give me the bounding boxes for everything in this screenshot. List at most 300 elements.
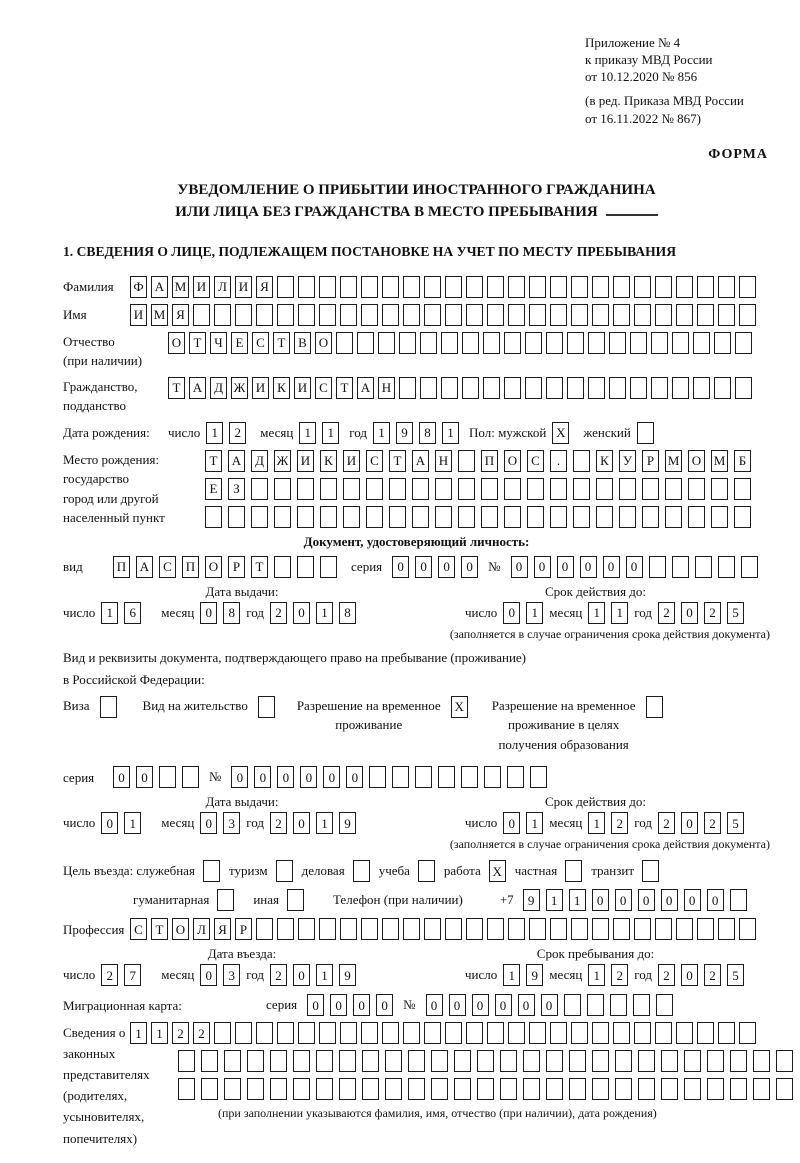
char-box[interactable] [569, 1050, 586, 1072]
char-box[interactable] [610, 994, 627, 1016]
char-box[interactable] [298, 304, 315, 326]
char-box[interactable] [504, 332, 521, 354]
char-box[interactable]: А [189, 377, 206, 399]
char-box[interactable]: 2 [658, 964, 675, 986]
char-box[interactable]: 0 [626, 556, 643, 578]
char-box[interactable]: У [619, 450, 636, 472]
char-box[interactable]: 0 [681, 964, 698, 986]
char-box[interactable] [661, 1078, 678, 1100]
char-box[interactable]: 2 [658, 602, 675, 624]
char-box[interactable] [205, 506, 222, 528]
char-box[interactable] [487, 276, 504, 298]
char-box[interactable]: И [252, 377, 269, 399]
char-box[interactable] [477, 1078, 494, 1100]
char-box[interactable] [481, 478, 498, 500]
char-box[interactable]: А [151, 276, 168, 298]
char-box[interactable]: 5 [727, 812, 744, 834]
char-box[interactable]: Т [251, 556, 268, 578]
char-box[interactable]: М [711, 450, 728, 472]
char-box[interactable] [504, 506, 521, 528]
char-box[interactable] [445, 276, 462, 298]
char-box[interactable]: 1 [299, 422, 316, 444]
char-box[interactable] [573, 506, 590, 528]
doc-valid-month[interactable] [588, 602, 628, 624]
char-box[interactable] [684, 1078, 701, 1100]
char-box[interactable] [298, 918, 315, 940]
char-box[interactable] [458, 506, 475, 528]
char-box[interactable] [247, 1050, 264, 1072]
char-box[interactable]: 1 [322, 422, 339, 444]
purpose-private-checkbox[interactable] [565, 860, 582, 882]
char-box[interactable] [508, 1022, 525, 1044]
char-box[interactable] [412, 506, 429, 528]
sex-female-checkbox[interactable] [637, 422, 654, 444]
char-box[interactable] [665, 478, 682, 500]
char-box[interactable]: X [552, 422, 569, 444]
char-box[interactable] [697, 276, 714, 298]
char-box[interactable]: 0 [592, 889, 609, 911]
char-box[interactable]: 1 [124, 812, 141, 834]
char-box[interactable]: 1 [588, 812, 605, 834]
char-box[interactable]: 0 [472, 994, 489, 1016]
char-box[interactable]: С [252, 332, 269, 354]
char-box[interactable]: 2 [270, 602, 287, 624]
char-box[interactable] [741, 556, 758, 578]
char-box[interactable]: С [315, 377, 332, 399]
char-box[interactable] [481, 506, 498, 528]
doc-issue-year[interactable] [270, 602, 356, 624]
char-box[interactable]: 0 [136, 766, 153, 788]
char-box[interactable] [592, 276, 609, 298]
char-box[interactable]: 0 [707, 889, 724, 911]
char-box[interactable]: 0 [503, 812, 520, 834]
char-box[interactable] [293, 1050, 310, 1072]
char-box[interactable] [369, 766, 386, 788]
char-box[interactable]: 0 [518, 994, 535, 1016]
char-box[interactable] [418, 860, 435, 882]
char-box[interactable] [224, 1078, 241, 1100]
char-box[interactable]: И [294, 377, 311, 399]
doc-issue-day[interactable] [101, 602, 141, 624]
char-box[interactable]: 2 [704, 964, 721, 986]
char-box[interactable] [592, 1022, 609, 1044]
char-box[interactable] [739, 1022, 756, 1044]
char-box[interactable] [424, 918, 441, 940]
char-box[interactable] [277, 276, 294, 298]
char-box[interactable] [340, 276, 357, 298]
char-box[interactable] [592, 918, 609, 940]
char-box[interactable] [672, 556, 689, 578]
char-box[interactable] [461, 766, 478, 788]
char-box[interactable] [646, 696, 663, 718]
char-box[interactable] [339, 1050, 356, 1072]
char-box[interactable]: 9 [523, 889, 540, 911]
char-box[interactable] [316, 1050, 333, 1072]
char-box[interactable] [297, 506, 314, 528]
char-box[interactable] [319, 1022, 336, 1044]
char-box[interactable] [739, 918, 756, 940]
char-box[interactable]: 2 [270, 964, 287, 986]
sex-male-checkbox[interactable] [552, 422, 569, 444]
char-box[interactable]: Я [172, 304, 189, 326]
doc-number-input[interactable] [511, 556, 758, 578]
char-box[interactable] [382, 1022, 399, 1044]
char-box[interactable] [655, 918, 672, 940]
char-box[interactable] [735, 377, 752, 399]
char-box[interactable]: 0 [426, 994, 443, 1016]
char-box[interactable]: П [481, 450, 498, 472]
char-box[interactable] [734, 506, 751, 528]
citizenship-input[interactable] [168, 377, 752, 399]
char-box[interactable] [776, 1050, 793, 1072]
char-box[interactable] [353, 860, 370, 882]
char-box[interactable] [462, 332, 479, 354]
permit-number-input[interactable] [231, 766, 547, 788]
char-box[interactable] [466, 276, 483, 298]
char-box[interactable]: 9 [526, 964, 543, 986]
char-box[interactable] [546, 332, 563, 354]
char-box[interactable] [362, 1078, 379, 1100]
char-box[interactable] [642, 860, 659, 882]
char-box[interactable]: О [205, 556, 222, 578]
char-box[interactable] [697, 918, 714, 940]
char-box[interactable] [634, 304, 651, 326]
char-box[interactable]: 9 [339, 812, 356, 834]
char-box[interactable]: Д [251, 450, 268, 472]
char-box[interactable]: 1 [588, 602, 605, 624]
char-box[interactable] [651, 332, 668, 354]
char-box[interactable] [366, 478, 383, 500]
doc-series-input[interactable] [392, 556, 478, 578]
char-box[interactable] [320, 556, 337, 578]
permit-valid-year[interactable] [658, 812, 744, 834]
char-box[interactable] [776, 1078, 793, 1100]
char-box[interactable] [567, 332, 584, 354]
char-box[interactable]: И [297, 450, 314, 472]
char-box[interactable] [638, 1050, 655, 1072]
char-box[interactable] [615, 1078, 632, 1100]
char-box[interactable] [441, 332, 458, 354]
char-box[interactable] [424, 304, 441, 326]
purpose-commercial-checkbox[interactable] [353, 860, 370, 882]
char-box[interactable]: А [228, 450, 245, 472]
char-box[interactable] [403, 304, 420, 326]
char-box[interactable]: 0 [557, 556, 574, 578]
char-box[interactable] [546, 1078, 563, 1100]
char-box[interactable]: С [159, 556, 176, 578]
char-box[interactable] [251, 478, 268, 500]
char-box[interactable] [588, 377, 605, 399]
char-box[interactable]: А [136, 556, 153, 578]
char-box[interactable] [357, 332, 374, 354]
char-box[interactable] [293, 1078, 310, 1100]
birth-place-input-1[interactable] [205, 450, 751, 472]
char-box[interactable] [392, 766, 409, 788]
entry-day[interactable] [101, 964, 141, 986]
char-box[interactable] [655, 1022, 672, 1044]
char-box[interactable] [507, 766, 524, 788]
char-box[interactable]: Т [205, 450, 222, 472]
char-box[interactable] [676, 918, 693, 940]
char-box[interactable]: 1 [316, 964, 333, 986]
char-box[interactable]: 6 [124, 602, 141, 624]
permit-valid-month[interactable] [588, 812, 628, 834]
char-box[interactable] [661, 1050, 678, 1072]
char-box[interactable]: 3 [223, 812, 240, 834]
visa-checkbox[interactable] [100, 696, 117, 718]
char-box[interactable]: 0 [330, 994, 347, 1016]
char-box[interactable] [361, 276, 378, 298]
char-box[interactable]: О [315, 332, 332, 354]
char-box[interactable]: Т [273, 332, 290, 354]
char-box[interactable] [228, 506, 245, 528]
char-box[interactable] [385, 1078, 402, 1100]
char-box[interactable]: 1 [206, 422, 223, 444]
char-box[interactable]: Н [378, 377, 395, 399]
char-box[interactable]: 0 [200, 964, 217, 986]
char-box[interactable] [613, 918, 630, 940]
mig-number-input[interactable] [426, 994, 673, 1016]
char-box[interactable] [382, 276, 399, 298]
char-box[interactable] [277, 1022, 294, 1044]
char-box[interactable] [569, 1078, 586, 1100]
char-box[interactable]: 0 [277, 766, 294, 788]
char-box[interactable]: С [130, 918, 147, 940]
char-box[interactable]: А [412, 450, 429, 472]
birth-year-input[interactable] [373, 422, 459, 444]
char-box[interactable] [389, 478, 406, 500]
char-box[interactable]: Р [228, 556, 245, 578]
char-box[interactable] [550, 506, 567, 528]
char-box[interactable] [718, 276, 735, 298]
char-box[interactable] [529, 1022, 546, 1044]
char-box[interactable] [655, 304, 672, 326]
reps-row-3-boxes[interactable] [178, 1078, 793, 1100]
char-box[interactable] [588, 332, 605, 354]
char-box[interactable]: 8 [223, 602, 240, 624]
char-box[interactable]: 0 [580, 556, 597, 578]
char-box[interactable] [697, 1022, 714, 1044]
char-box[interactable] [714, 377, 731, 399]
char-box[interactable]: 0 [534, 556, 551, 578]
char-box[interactable] [565, 860, 582, 882]
char-box[interactable]: 8 [419, 422, 436, 444]
purpose-humanitarian-checkbox[interactable] [217, 889, 234, 911]
char-box[interactable] [247, 1078, 264, 1100]
stay-day[interactable] [503, 964, 543, 986]
char-box[interactable] [415, 766, 432, 788]
char-box[interactable] [527, 506, 544, 528]
char-box[interactable]: Ж [274, 450, 291, 472]
char-box[interactable]: 2 [611, 812, 628, 834]
char-box[interactable] [424, 276, 441, 298]
char-box[interactable]: И [235, 276, 252, 298]
purpose-business-checkbox[interactable] [203, 860, 220, 882]
char-box[interactable] [500, 1078, 517, 1100]
char-box[interactable] [274, 478, 291, 500]
char-box[interactable]: Ф [130, 276, 147, 298]
char-box[interactable]: 0 [461, 556, 478, 578]
char-box[interactable] [193, 304, 210, 326]
char-box[interactable]: 1 [503, 964, 520, 986]
char-box[interactable]: 2 [704, 812, 721, 834]
char-box[interactable]: Т [336, 377, 353, 399]
char-box[interactable] [564, 994, 581, 1016]
char-box[interactable] [297, 478, 314, 500]
char-box[interactable] [550, 304, 567, 326]
char-box[interactable] [159, 766, 176, 788]
char-box[interactable]: 0 [661, 889, 678, 911]
char-box[interactable] [201, 1078, 218, 1100]
char-box[interactable] [633, 994, 650, 1016]
char-box[interactable] [567, 377, 584, 399]
char-box[interactable] [693, 377, 710, 399]
char-box[interactable]: И [343, 450, 360, 472]
char-box[interactable] [483, 332, 500, 354]
char-box[interactable] [339, 1078, 356, 1100]
char-box[interactable]: 7 [124, 964, 141, 986]
char-box[interactable] [178, 1050, 195, 1072]
char-box[interactable] [523, 1078, 540, 1100]
name-input[interactable] [130, 304, 756, 326]
char-box[interactable]: 2 [172, 1022, 189, 1044]
char-box[interactable] [665, 506, 682, 528]
char-box[interactable]: П [182, 556, 199, 578]
char-box[interactable]: 0 [615, 889, 632, 911]
char-box[interactable] [487, 918, 504, 940]
char-box[interactable] [684, 1050, 701, 1072]
char-box[interactable]: С [366, 450, 383, 472]
char-box[interactable]: 1 [130, 1022, 147, 1044]
char-box[interactable]: 0 [200, 602, 217, 624]
char-box[interactable]: 3 [223, 964, 240, 986]
char-box[interactable] [201, 1050, 218, 1072]
char-box[interactable]: 1 [526, 602, 543, 624]
char-box[interactable]: 2 [658, 812, 675, 834]
char-box[interactable] [466, 1022, 483, 1044]
char-box[interactable]: Р [235, 918, 252, 940]
char-box[interactable] [403, 918, 420, 940]
char-box[interactable]: И [193, 276, 210, 298]
char-box[interactable] [546, 377, 563, 399]
char-box[interactable] [508, 276, 525, 298]
char-box[interactable]: Я [214, 918, 231, 940]
char-box[interactable] [676, 1022, 693, 1044]
char-box[interactable]: 0 [511, 556, 528, 578]
char-box[interactable] [638, 1078, 655, 1100]
char-box[interactable] [697, 304, 714, 326]
char-box[interactable]: М [151, 304, 168, 326]
char-box[interactable]: О [172, 918, 189, 940]
char-box[interactable] [435, 478, 452, 500]
char-box[interactable] [739, 304, 756, 326]
stay-year[interactable] [658, 964, 744, 986]
char-box[interactable] [753, 1050, 770, 1072]
char-box[interactable]: 2 [704, 602, 721, 624]
char-box[interactable] [484, 766, 501, 788]
char-box[interactable] [634, 918, 651, 940]
char-box[interactable] [319, 304, 336, 326]
char-box[interactable] [256, 918, 273, 940]
char-box[interactable]: 1 [101, 602, 118, 624]
char-box[interactable]: 0 [415, 556, 432, 578]
purpose-study-checkbox[interactable] [418, 860, 435, 882]
char-box[interactable] [399, 332, 416, 354]
char-box[interactable]: 2 [229, 422, 246, 444]
char-box[interactable] [642, 478, 659, 500]
char-box[interactable] [217, 889, 234, 911]
char-box[interactable] [630, 332, 647, 354]
edu-permit-checkbox[interactable] [646, 696, 663, 718]
char-box[interactable] [573, 450, 590, 472]
char-box[interactable]: 0 [346, 766, 363, 788]
char-box[interactable] [613, 276, 630, 298]
char-box[interactable] [378, 332, 395, 354]
char-box[interactable] [649, 556, 666, 578]
char-box[interactable]: М [172, 276, 189, 298]
char-box[interactable] [274, 556, 291, 578]
char-box[interactable]: Е [231, 332, 248, 354]
char-box[interactable]: И [130, 304, 147, 326]
char-box[interactable] [454, 1050, 471, 1072]
char-box[interactable] [619, 506, 636, 528]
char-box[interactable] [385, 1050, 402, 1072]
char-box[interactable]: 0 [200, 812, 217, 834]
purpose-other-checkbox[interactable] [287, 889, 304, 911]
char-box[interactable]: Л [214, 276, 231, 298]
char-box[interactable] [707, 1078, 724, 1100]
char-box[interactable] [550, 478, 567, 500]
char-box[interactable] [718, 918, 735, 940]
char-box[interactable]: 1 [611, 602, 628, 624]
char-box[interactable]: 1 [316, 602, 333, 624]
char-box[interactable] [504, 377, 521, 399]
entry-month[interactable] [200, 964, 240, 986]
char-box[interactable] [412, 478, 429, 500]
char-box[interactable] [336, 332, 353, 354]
char-box[interactable] [320, 478, 337, 500]
char-box[interactable] [420, 377, 437, 399]
char-box[interactable]: 0 [353, 994, 370, 1016]
char-box[interactable] [298, 276, 315, 298]
char-box[interactable]: . [550, 450, 567, 472]
char-box[interactable] [550, 276, 567, 298]
char-box[interactable] [571, 1022, 588, 1044]
doc-type-input[interactable] [113, 556, 337, 578]
char-box[interactable] [214, 304, 231, 326]
char-box[interactable] [487, 1022, 504, 1044]
char-box[interactable] [256, 1022, 273, 1044]
char-box[interactable]: 0 [684, 889, 701, 911]
char-box[interactable] [571, 276, 588, 298]
char-box[interactable] [525, 377, 542, 399]
char-box[interactable] [525, 332, 542, 354]
char-box[interactable]: 0 [293, 812, 310, 834]
birth-month-input[interactable] [299, 422, 339, 444]
char-box[interactable] [656, 994, 673, 1016]
profession-input[interactable] [130, 918, 756, 940]
char-box[interactable]: 0 [113, 766, 130, 788]
char-box[interactable]: 0 [307, 994, 324, 1016]
char-box[interactable] [730, 889, 747, 911]
char-box[interactable] [730, 1078, 747, 1100]
char-box[interactable] [361, 304, 378, 326]
char-box[interactable]: Т [389, 450, 406, 472]
char-box[interactable]: 0 [323, 766, 340, 788]
char-box[interactable]: 0 [449, 994, 466, 1016]
char-box[interactable] [508, 304, 525, 326]
char-box[interactable] [277, 304, 294, 326]
